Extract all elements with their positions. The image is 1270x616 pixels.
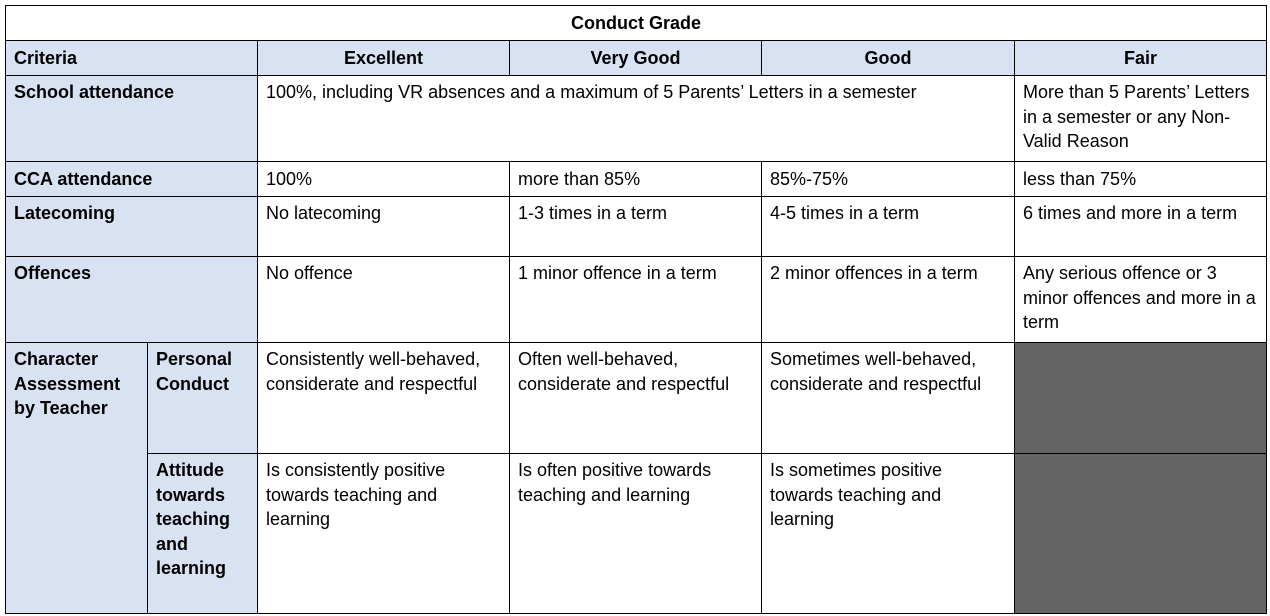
offences-good: 2 minor offences in a term [762,257,1015,343]
header-good: Good [762,41,1015,76]
row-label-latecoming: Latecoming [6,197,258,257]
header-fair: Fair [1015,41,1267,76]
personal-conduct-good: Sometimes well-behaved, considerate and respectful [762,343,1015,454]
latecoming-very-good: 1-3 times in a term [510,197,762,257]
personal-conduct-very-good: Often well-behaved, considerate and respectful [510,343,762,454]
latecoming-excellent: No latecoming [258,197,510,257]
cca-attendance-good: 85%-75% [762,162,1015,197]
latecoming-good: 4-5 times in a term [762,197,1015,257]
table-title: Conduct Grade [6,6,1267,41]
row-label-school-attendance: School attendance [6,76,258,162]
offences-excellent: No offence [258,257,510,343]
row-label-attitude: Attitude towards teaching and learning [148,454,258,614]
header-excellent: Excellent [258,41,510,76]
attitude-good: Is sometimes positive towards teaching and learning [762,454,1015,614]
personal-conduct-fair-shaded [1015,343,1267,454]
offences-very-good: 1 minor offence in a term [510,257,762,343]
personal-conduct-excellent: Consistently well-behaved, considerate and respectful [258,343,510,454]
header-criteria: Criteria [6,41,258,76]
school-attendance-fair: More than 5 Parents’ Letters in a semester or any Non-Valid Reason [1015,76,1267,162]
conduct-grade-table [5,5,1267,614]
row-label-offences: Offences [6,257,258,343]
attitude-fair-shaded [1015,454,1267,614]
cca-attendance-very-good: more than 85% [510,162,762,197]
offences-fair: Any serious offence or 3 minor offences and more in a term [1015,257,1267,343]
row-label-cca-attendance: CCA attendance [6,162,258,197]
latecoming-fair: 6 times and more in a term [1015,197,1267,257]
attitude-excellent: Is consistently positive towards teaching and learning [258,454,510,614]
cca-attendance-fair: less than 75% [1015,162,1267,197]
row-label-personal-conduct: Personal Conduct [148,343,258,454]
cca-attendance-excellent: 100% [258,162,510,197]
school-attendance-excellent-to-good: 100%, including VR absences and a maximum of 5 Parents’ Letters in a semester [258,76,1015,162]
row-label-character-assessment: Character Assessment by Teacher [6,343,148,614]
header-very-good: Very Good [510,41,762,76]
attitude-very-good: Is often positive towards teaching and learning [510,454,762,614]
